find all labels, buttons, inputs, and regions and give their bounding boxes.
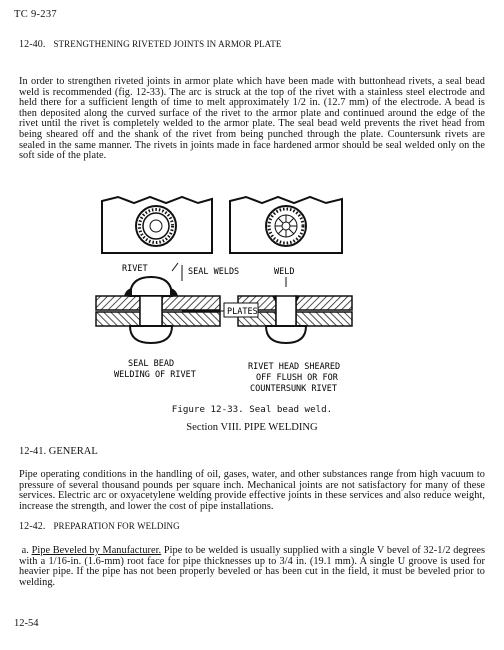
right-caption-line-3: COUNTERSUNK RIVET [250, 384, 337, 394]
section-title: GENERAL [48, 446, 98, 457]
section-12-42-heading [19, 521, 180, 532]
figure-12-33-illustration [90, 193, 430, 397]
left-cross-section [96, 277, 220, 343]
section-number: 12-41. [19, 446, 47, 457]
section-number: 12-40. [19, 39, 46, 50]
section-number: 12-42. [19, 521, 46, 532]
right-caption-line-2: OFF FLUSH OR FOR [256, 373, 338, 383]
section-12-40-heading [19, 39, 281, 50]
section-title: STRENGTHENING RIVETED JOINTS IN ARMOR PLATE [53, 39, 282, 49]
right-caption-line-1: RIVET HEAD SHEARED [248, 362, 341, 372]
figure-caption: Figure 12-33. Seal bead weld. [171, 404, 333, 415]
document-id: TC 9-237 [14, 9, 57, 20]
left-caption-line-1: SEAL BEAD [128, 359, 175, 369]
page-number: 12-54 [14, 618, 39, 629]
right-rivet-top-view [266, 206, 306, 246]
section-12-41-heading [19, 446, 98, 457]
section-12-41-body: Pipe operating conditions in the handling of oil, gases, water, and other substances range from high vacuum to pressure of several thousand pounds per square inch. Mechanical joints are not satisfactory for many of these services. Electric arc or oxyacetylene welding provide effective joints in these services and also reduce weight, increase the strength, and lower the cost of pipe installations. [19, 469, 485, 512]
label-plates: PLATES [227, 307, 258, 317]
section-title: PREPARATION FOR WELDING [53, 521, 180, 531]
item-a-body: Pipe to be welded is usually supplied with a single V bevel of 32-1/2 degrees with a 1/16-in. (1.6-mm) root face for pipe thicknesses up to 3/4 in. (19.1 mm). A single U groove is used for heavier pipe. If the pipe has not been properly beveled or has been cut in the field, it must be beveled prior to welding. [19, 545, 486, 588]
section-viii-heading: Section VIII. PIPE WELDING [186, 422, 318, 433]
section-12-40-body: In order to strengthen riveted joints in armor plate which have been made with buttonhead rivets, a seal bead weld is recommended (fig. 12-33). The arc is struck at the top of the rivet with a stainless steel electrode and held there for a sufficient length of time to melt approximately 1/2 in. (12.7 mm) of the electrode. A bead is then deposited along the curved surface of the rivet to the armor plate and continued around the edge of the rivet until the rivet is completely welded to the armor plate. The seal bead weld prevents the rivet head from being sheared off and the shank of the rivet from being punched through the plate. Countersunk rivets are sealed in the same manner. The rivets in joints made in face hardened armor should be seal welded only on the soft side of the plate. [19, 76, 485, 162]
section-12-42-item-a [19, 546, 485, 588]
left-caption-line-2: WELDING OF RIVET [114, 370, 196, 380]
left-rivet-top-view [136, 206, 176, 246]
label-rivet: RIVET [122, 264, 148, 274]
item-a-prefix: a. [21, 545, 29, 556]
item-a-heading: Pipe Beveled by Manufacturer. [31, 545, 162, 556]
label-weld: WELD [274, 267, 295, 277]
label-seal-welds: SEAL WELDS [188, 267, 240, 277]
